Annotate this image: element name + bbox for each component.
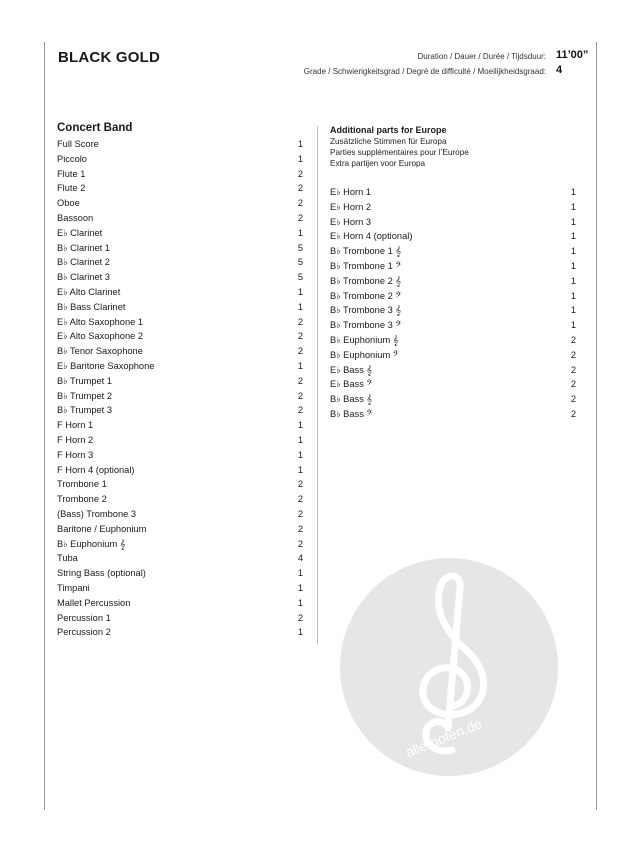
europe-part-qty: 1 [570,275,576,286]
band-part-name: B♭ Clarinet 1 [57,242,110,253]
europe-part-qty: 1 [570,216,576,227]
band-part-qty: 1 [297,420,303,431]
band-part-name: B♭ Trumpet 1 [57,375,113,386]
band-part-qty: 2 [297,538,303,549]
band-row [57,433,303,448]
europe-part-name: B♭ Trombone 1 𝄢 [330,260,402,271]
europe-row [330,274,576,289]
europe-row [330,303,576,318]
band-part-name: E♭ Alto Saxophone 2 [57,331,144,342]
band-part-name: E♭ Baritone Saxophone [57,360,155,371]
band-part-name: Percussion 1 [57,612,111,623]
europe-part-name: E♭ Horn 3 [330,216,372,227]
band-part-name: Oboe [57,198,80,209]
band-part-name: E♭ Clarinet [57,227,103,238]
band-part-qty: 2 [297,405,303,416]
band-row [57,522,303,537]
band-row [57,448,303,463]
europe-row [330,377,576,392]
band-part-name: Bassoon [57,212,94,223]
europe-part-name: E♭ Horn 2 [330,201,372,212]
band-part-name: Percussion 2 [57,627,111,638]
europe-part-name: B♭ Trombone 3 𝄞 [330,305,401,316]
europe-part-qty: 2 [570,379,576,390]
europe-part-name: B♭ Bass 𝄞 [330,394,372,405]
band-part-qty: 1 [297,449,303,460]
band-row [57,566,303,581]
band-row [57,359,303,374]
band-row [57,181,303,196]
band-part-qty: 2 [297,168,303,179]
watermark-text: alle-noten.de [403,715,485,761]
band-row [57,152,303,167]
band-part-qty: 1 [297,434,303,445]
europe-parts-list [330,185,576,422]
band-part-qty: 2 [297,494,303,505]
band-part-name: Full Score [57,139,99,149]
band-part-name: B♭ Bass Clarinet [57,301,126,312]
europe-heading: Additional parts for Europe [330,125,447,135]
band-part-qty: 1 [297,139,303,149]
europe-part-qty: 2 [570,394,576,405]
duration-value: 11’00” [556,49,589,61]
band-part-name: E♭ Alto Saxophone 1 [57,316,144,327]
band-row [57,300,303,315]
band-row [57,211,303,226]
europe-row [330,200,576,215]
band-row [57,344,303,359]
duration-label: Duration / Dauer / Durée / Tijdsduur: [417,52,546,61]
band-row [57,611,303,626]
band-part-qty: 5 [297,257,303,268]
band-part-name: B♭ Clarinet 3 [57,272,110,283]
band-row [57,581,303,596]
europe-part-qty: 2 [570,408,576,419]
band-row [57,241,303,256]
europe-part-qty: 2 [570,334,576,345]
europe-part-qty: 1 [570,320,576,331]
band-part-qty: 1 [297,227,303,238]
europe-subtitle-nl: Extra partijen voor Europa [330,159,426,168]
band-row [57,596,303,611]
band-part-qty: 1 [297,286,303,297]
band-row [57,403,303,418]
europe-row [330,229,576,244]
europe-part-qty: 1 [570,260,576,271]
band-row [57,226,303,241]
europe-part-name: B♭ Euphonium 𝄢 [330,349,399,360]
band-row [57,418,303,433]
band-part-qty: 1 [297,464,303,475]
band-row [57,507,303,522]
europe-part-name: E♭ Bass 𝄞 [330,364,372,375]
band-part-qty: 2 [297,390,303,401]
europe-row [330,289,576,304]
europe-row [330,363,576,378]
band-part-qty: 2 [297,183,303,194]
band-part-qty: 1 [297,153,303,164]
band-part-name: Mallet Percussion [57,597,131,608]
concert-band-parts-list [57,137,303,640]
europe-part-name: E♭ Horn 4 (optional) [330,231,413,242]
band-part-qty: 1 [297,568,303,579]
band-row [57,285,303,300]
europe-part-name: B♭ Euphonium 𝄞 [330,334,399,345]
grade-value: 4 [556,64,563,76]
band-part-name: B♭ Euphonium 𝄞 [57,538,126,549]
europe-part-qty: 1 [570,305,576,316]
band-row [57,625,303,640]
band-part-name: Piccolo [57,153,87,164]
europe-row [330,215,576,230]
page-title: BLACK GOLD [58,49,160,66]
band-row [57,196,303,211]
europe-part-name: B♭ Trombone 1 𝄞 [330,246,401,257]
band-row [57,315,303,330]
band-part-qty: 2 [297,346,303,357]
band-part-name: Baritone / Euphonium [57,523,147,534]
europe-part-name: B♭ Bass 𝄢 [330,408,373,419]
column-divider [317,126,318,644]
band-part-name: B♭ Tenor Saxophone [57,346,143,357]
europe-part-qty: 2 [570,364,576,375]
europe-part-qty: 1 [570,201,576,212]
band-row [57,374,303,389]
band-row [57,492,303,507]
band-part-qty: 2 [297,523,303,534]
europe-row [330,392,576,407]
band-row [57,329,303,344]
band-part-name: Flute 1 [57,168,86,179]
band-part-name: B♭ Trumpet 3 [57,405,113,416]
band-row [57,167,303,182]
europe-part-name: B♭ Trombone 2 𝄞 [330,275,401,286]
band-part-qty: 2 [297,375,303,386]
band-row [57,477,303,492]
europe-subtitle-de: Zusätzliche Stimmen für Europa [330,137,447,146]
band-part-qty: 5 [297,242,303,253]
europe-subtitle-fr: Parties supplémentaires pour l’Europe [330,148,469,157]
band-part-qty: 5 [297,272,303,283]
grade-label: Grade / Schwierigkeitsgrad / Degré de difficulté / Moeilijkheidsgraad: [303,67,546,76]
band-part-name: F Horn 1 [57,420,94,431]
europe-part-name: E♭ Bass 𝄢 [330,379,373,390]
band-part-qty: 2 [297,479,303,490]
europe-part-name: B♭ Trombone 2 𝄢 [330,290,402,301]
band-row [57,463,303,478]
band-part-name: F Horn 4 (optional) [57,464,135,475]
europe-row [330,244,576,259]
band-part-name: Tuba [57,553,78,564]
band-part-name: F Horn 3 [57,449,94,460]
band-part-qty: 4 [297,553,303,564]
band-part-name: Flute 2 [57,183,86,194]
band-part-name: F Horn 2 [57,434,94,445]
europe-part-name: E♭ Horn 1 [330,187,372,197]
europe-row [330,348,576,363]
band-part-qty: 1 [297,301,303,312]
band-part-name: E♭ Alto Clarinet [57,286,121,297]
europe-part-qty: 1 [570,187,576,197]
band-part-qty: 1 [297,360,303,371]
band-part-qty: 2 [297,612,303,623]
europe-part-qty: 1 [570,231,576,242]
band-part-qty: 1 [297,582,303,593]
europe-row [330,259,576,274]
band-part-qty: 2 [297,212,303,223]
band-part-name: Timpani [57,582,90,593]
europe-row [330,333,576,348]
band-part-qty: 1 [297,627,303,638]
band-row [57,255,303,270]
band-row [57,551,303,566]
concert-band-heading: Concert Band [57,122,133,134]
band-part-name: B♭ Clarinet 2 [57,257,110,268]
europe-part-qty: 2 [570,349,576,360]
band-part-name: String Bass (optional) [57,568,146,579]
band-part-name: (Bass) Trombone 3 [57,508,137,519]
band-part-qty: 2 [297,331,303,342]
band-part-qty: 2 [297,316,303,327]
europe-row [330,185,576,200]
band-row [57,270,303,285]
europe-row [330,318,576,333]
treble-clef-watermark-icon [340,558,558,776]
left-rule [44,42,45,810]
europe-row [330,407,576,422]
band-row [57,137,303,152]
band-row [57,537,303,552]
band-part-name: Trombone 2 [57,494,107,505]
band-part-qty: 2 [297,198,303,209]
band-part-qty: 2 [297,508,303,519]
band-row [57,389,303,404]
europe-part-qty: 1 [570,290,576,301]
europe-part-qty: 1 [570,246,576,257]
band-part-name: Trombone 1 [57,479,107,490]
europe-part-name: B♭ Trombone 3 𝄢 [330,320,402,331]
band-part-name: B♭ Trumpet 2 [57,390,113,401]
band-part-qty: 1 [297,597,303,608]
right-rule [596,42,597,810]
